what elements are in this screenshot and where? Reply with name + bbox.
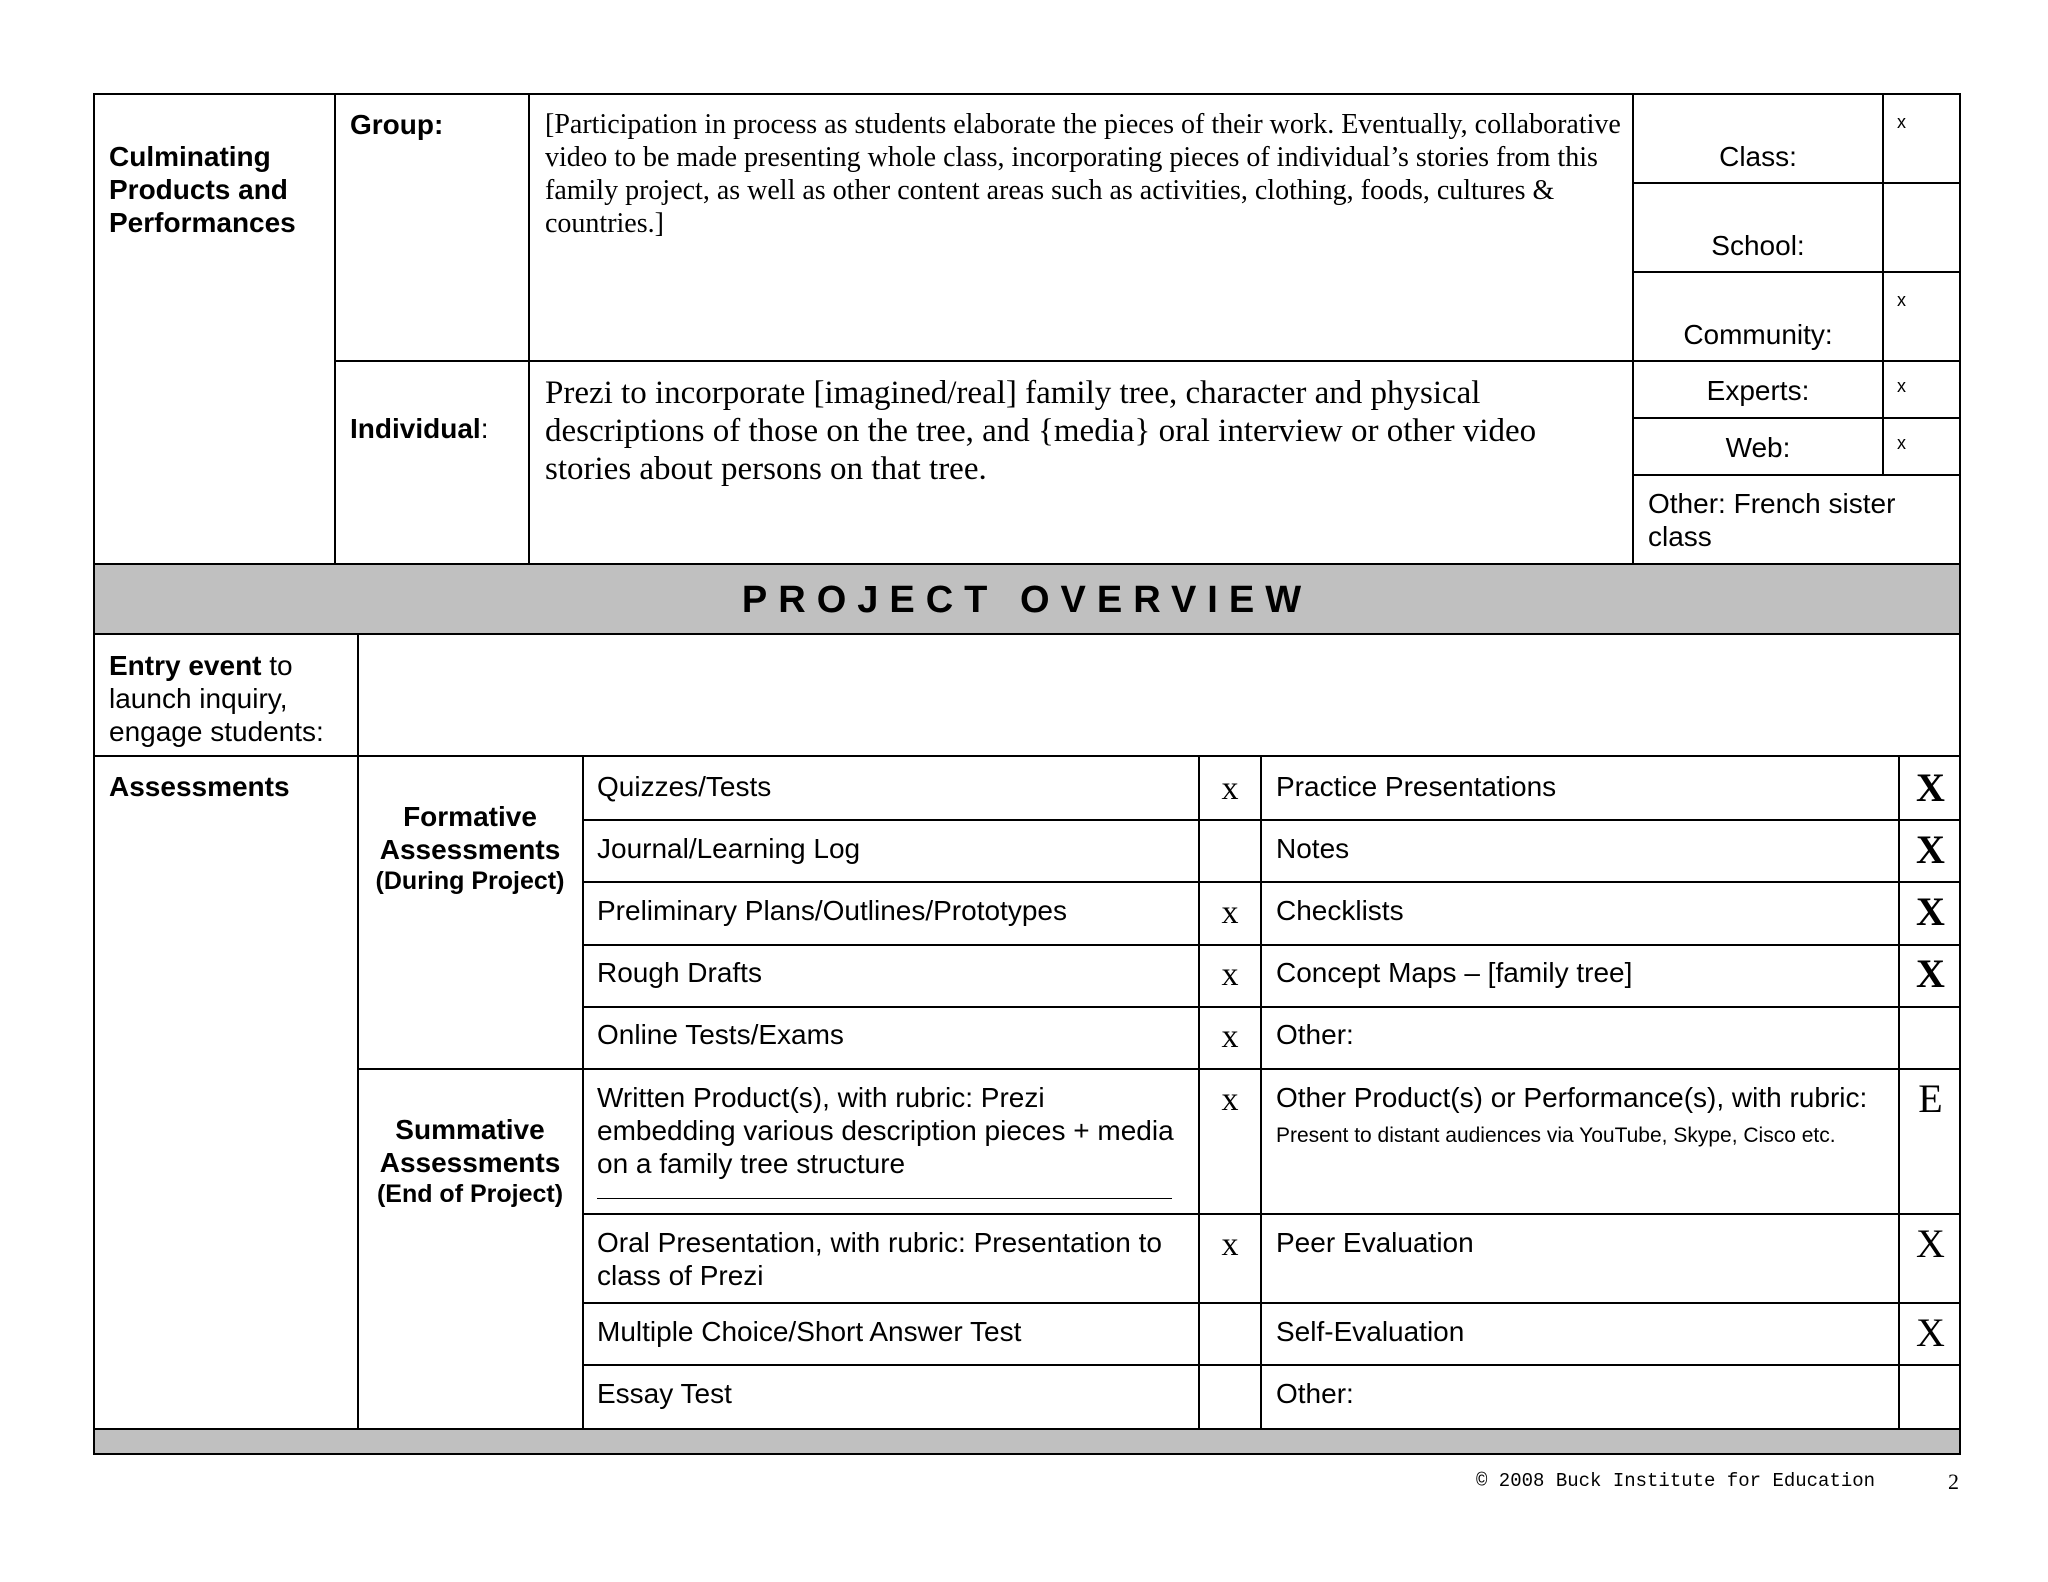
other-product: Other Product(s) or Performance(s), with rubric: <box>1276 1082 1868 1113</box>
formative-left-mark-0: x <box>1221 770 1239 807</box>
audience-experts-mark: x <box>1897 376 1906 396</box>
audience-community-label: Community: <box>1683 319 1833 350</box>
formative-right-mark-2: X <box>1916 889 1945 934</box>
audience-class-mark: x <box>1897 112 1906 132</box>
formative-right-4: Other: <box>1276 1019 1354 1050</box>
formative-right-mark-3: X <box>1916 951 1945 996</box>
page-number: 2 <box>1948 1469 1959 1494</box>
entry-event-label: Entry event to launch inquiry, engage students: <box>109 650 324 747</box>
written-product: Written Product(s), with rubric: Prezi embedding various description pieces + media on a family tree structure <box>597 1082 1174 1179</box>
written-product-mark: x <box>1221 1081 1239 1118</box>
formative-right-2: Checklists <box>1276 895 1404 926</box>
audience-other: Other: French sister class <box>1648 488 1896 552</box>
group-label: Group: <box>350 109 444 140</box>
audience-school-label: School: <box>1711 230 1805 261</box>
footer-copyright: © 2008 Buck Institute for Education <box>1476 1470 1876 1492</box>
oral-presentation: Oral Presentation, with rubric: Presentation to class of Prezi <box>597 1227 1162 1291</box>
written-product-underline <box>597 1198 1172 1199</box>
self-evaluation-mark: X <box>1916 1310 1945 1355</box>
audience-web-label: Web: <box>1725 432 1791 463</box>
entry-event-value[interactable] <box>372 649 1942 739</box>
formative-left-4: Online Tests/Exams <box>597 1019 844 1050</box>
mc-test: Multiple Choice/Short Answer Test <box>597 1316 1022 1347</box>
peer-evaluation-mark: X <box>1916 1221 1945 1266</box>
formative-right-0: Practice Presentations <box>1276 771 1557 802</box>
other-product-note: Present to distant audiences via YouTube, Skype, Cisco etc. <box>1276 1124 1836 1147</box>
individual-label: Individual: <box>350 413 489 444</box>
bottom-band <box>93 1430 1961 1455</box>
individual-description: Prezi to incorporate [imagined/real] family tree, character and physical descriptions of those on the tree, and {media} oral interview or other video stories about persons on that tree. <box>545 375 1537 487</box>
formative-left-mark-4: x <box>1221 1018 1239 1055</box>
group-description: [Participation in process as students elaborate the pieces of their work. Eventually, collaborative video to be made presenting whole class, incorporating pieces of individual’s stories from this family project, as well as other content areas such as activities, clothing, foods, cultures & countries.] <box>545 109 1621 239</box>
formative-left-2: Preliminary Plans/Outlines/Prototypes <box>597 895 1067 926</box>
culminating-label: Culminating Products and Performances <box>109 141 296 238</box>
summative-other: Other: <box>1276 1378 1354 1409</box>
assessments-label: Assessments <box>109 771 290 802</box>
peer-evaluation: Peer Evaluation <box>1276 1227 1474 1258</box>
oral-presentation-mark: x <box>1221 1226 1239 1263</box>
audience-class-label: Class: <box>1719 141 1797 172</box>
formative-right-3: Concept Maps – [family tree] <box>1276 957 1633 988</box>
audience-experts-label: Experts: <box>1706 375 1810 406</box>
audience-community-mark: x <box>1897 290 1906 310</box>
formative-right-mark-0: X <box>1916 765 1945 810</box>
other-product-mark: E <box>1918 1076 1943 1121</box>
summative-header <box>359 1113 581 1209</box>
audience-web-mark: x <box>1897 433 1906 453</box>
formative-header <box>359 800 581 896</box>
formative-left-3: Rough Drafts <box>597 957 762 988</box>
formative-subtitle: (During Project) <box>375 867 565 895</box>
essay-test: Essay Test <box>597 1378 732 1409</box>
summative-subtitle: (End of Project) <box>376 1180 564 1208</box>
formative-left-mark-3: x <box>1221 956 1239 993</box>
formative-right-1: Notes <box>1276 833 1350 864</box>
formative-left-1: Journal/Learning Log <box>597 833 861 864</box>
summative-title: Summative Assessments <box>379 1114 561 1178</box>
overview-title: PROJECT OVERVIEW <box>741 579 1313 621</box>
formative-title: Formative Assessments <box>379 801 561 865</box>
formative-right-mark-1: X <box>1916 827 1945 872</box>
formative-left-mark-2: x <box>1221 894 1239 931</box>
self-evaluation: Self-Evaluation <box>1276 1316 1465 1347</box>
formative-left-0: Quizzes/Tests <box>597 771 772 802</box>
